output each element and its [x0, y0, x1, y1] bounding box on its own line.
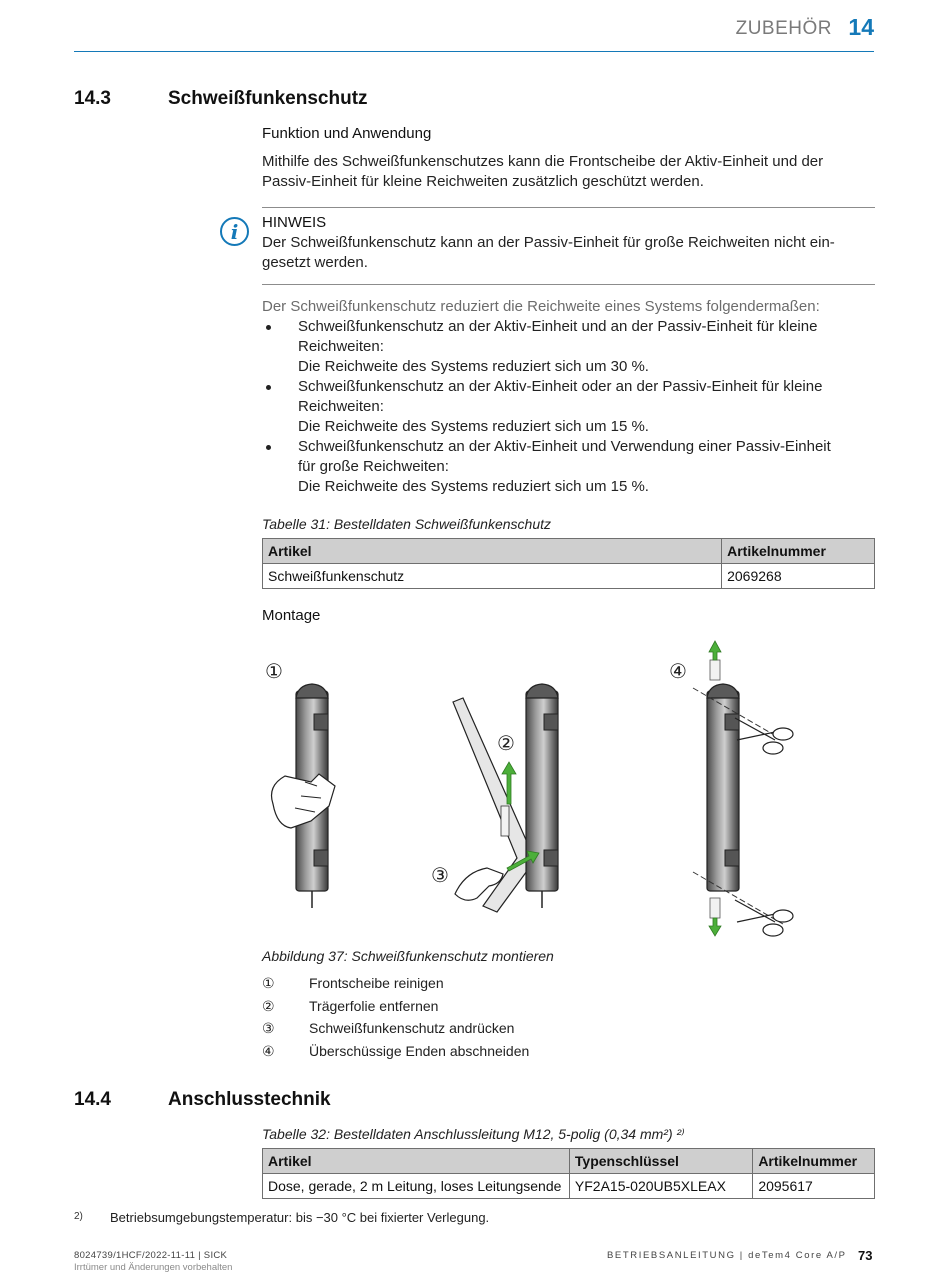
step-4-cut-illustration — [669, 641, 793, 936]
intro-paragraph: Mithilfe des Schweißfunkenschutzes kann die Frontscheibe der Aktiv-Einheit und der Passiv-Einheit für kleine Reichweiten zusätzlich geschützt werden. — [262, 153, 824, 190]
info-icon: i — [220, 217, 249, 246]
list-item-line: Die Reichweite des Systems reduziert sich um 15 %. — [298, 478, 649, 495]
excess-foil-bottom — [710, 898, 720, 918]
legend-number: ④ — [262, 1043, 275, 1059]
reduction-intro: Der Schweißfunkenschutz reduziert die Reichweite eines Systems folgendermaßen: — [262, 298, 820, 315]
list-item-line: Schweißfunkenschutz an der Aktiv-Einheit und Verwendung einer Passiv-Einheit — [298, 438, 831, 455]
legend-item — [262, 1043, 529, 1060]
list-item — [262, 317, 875, 377]
sensor-cap — [707, 684, 739, 698]
legend-item — [262, 975, 444, 992]
list-item-line: Reichweiten: — [298, 338, 384, 355]
list-item — [262, 437, 875, 497]
section-title: Schweißfunkenschutz — [168, 88, 368, 109]
table-31-caption: Tabelle 31: Bestelldaten Schweißfunkenschutz — [262, 516, 551, 532]
subheading: Funktion und Anwendung — [262, 125, 432, 142]
column-header: Artikel — [263, 539, 722, 564]
list-item — [262, 377, 875, 437]
footer-disclaimer: Irrtümer und Änderungen vorbehalten — [74, 1262, 233, 1273]
column-header: Artikelnummer — [722, 539, 875, 564]
chapter-title: ZUBEHÖR — [735, 18, 832, 39]
sensor-cap — [296, 684, 328, 698]
step-2-3-apply-illustration — [431, 684, 558, 912]
montage-heading: Montage — [262, 607, 321, 624]
table-cell: YF2A15-020UB5XLEAX — [569, 1174, 752, 1199]
footer-document-type: BETRIEBSANLEITUNG | deTem4 Core A/P — [607, 1250, 847, 1261]
legend-item — [262, 1020, 514, 1037]
mounting-bracket — [314, 850, 328, 866]
footnote-text: Betriebsumgebungstemperatur: bis −30 °C bei fixierter Verlegung. — [110, 1210, 490, 1225]
sensor-cap — [526, 684, 558, 698]
table-32-caption: Tabelle 32: Bestelldaten Anschlussleitung M12, 5-polig (0,34 mm²) ²⁾ — [262, 1126, 685, 1142]
header-divider — [74, 51, 874, 52]
table-header-row — [263, 1149, 875, 1174]
legend-text: Schweißfunkenschutz andrücken — [309, 1020, 515, 1036]
table-cell: 2095617 — [753, 1174, 875, 1199]
note-bottom-rule — [262, 284, 875, 285]
figure-caption: Abbildung 37: Schweißfunkenschutz montieren — [262, 948, 554, 964]
footer-document-id: 8024739/1HCF/2022-11-11 | SICK — [74, 1250, 228, 1261]
mounting-bracket — [314, 714, 328, 730]
table-row — [263, 1174, 875, 1199]
note-text: Der Schweißfunkenschutz kann an der Passiv-Einheit für große Reichweiten nicht ein-gesetzt werden. — [262, 234, 835, 271]
mounting-illustration — [255, 636, 815, 946]
page-number: 73 — [858, 1248, 873, 1263]
footnote-mark: 2) — [74, 1211, 83, 1222]
reduction-list — [262, 317, 875, 497]
table-row — [263, 564, 875, 589]
table-cell: 2069268 — [722, 564, 875, 589]
list-item-line: Schweißfunkenschutz an der Aktiv-Einheit oder an der Passiv-Einheit für kleine — [298, 378, 823, 395]
scissors-icon — [735, 900, 793, 936]
legend-item — [262, 998, 438, 1015]
table-cell: Schweißfunkenschutz — [263, 564, 722, 589]
section-number: 14.4 — [74, 1089, 111, 1110]
column-header: Typenschlüssel — [569, 1149, 752, 1174]
figure-marker-3: ③ — [431, 863, 449, 887]
figure-marker-2: ② — [497, 731, 515, 755]
legend-number: ③ — [262, 1020, 275, 1036]
table-cell: Dose, gerade, 2 m Leitung, loses Leitungsende — [263, 1174, 570, 1199]
legend-number: ① — [262, 975, 275, 991]
column-header: Artikelnummer — [753, 1149, 875, 1174]
excess-foil-top — [710, 660, 720, 680]
note-title: HINWEIS — [262, 214, 327, 231]
list-item-line: Die Reichweite des Systems reduziert sich um 15 %. — [298, 418, 649, 435]
figure-marker-4: ④ — [669, 659, 687, 683]
legend-number: ② — [262, 998, 275, 1014]
remove-up-arrow-icon — [709, 641, 721, 660]
scissors-icon — [735, 718, 793, 754]
column-header: Artikel — [263, 1149, 570, 1174]
chapter-number: 14 — [848, 14, 874, 40]
step-1-clean-illustration — [265, 659, 335, 908]
list-item-line: Schweißfunkenschutz an der Aktiv-Einheit und an der Passiv-Einheit für kleine — [298, 318, 818, 335]
legend-text: Trägerfolie entfernen — [309, 998, 439, 1014]
list-item-line: Die Reichweite des Systems reduziert sich um 30 %. — [298, 358, 649, 375]
legend-text: Überschüssige Enden abschneiden — [309, 1043, 530, 1059]
order-table-cable — [262, 1148, 875, 1199]
table-header-row — [263, 539, 875, 564]
section-number: 14.3 — [74, 88, 111, 109]
note-top-rule — [262, 207, 875, 208]
figure-marker-1: ① — [265, 659, 283, 683]
section-title: Anschlusstechnik — [168, 1089, 331, 1110]
list-item-line: für große Reichweiten: — [298, 458, 449, 475]
remove-down-arrow-icon — [709, 918, 721, 936]
order-table-spark-guard — [262, 538, 875, 589]
list-item-line: Reichweiten: — [298, 398, 384, 415]
legend-text: Frontscheibe reinigen — [309, 975, 444, 991]
backing-film — [501, 806, 509, 836]
